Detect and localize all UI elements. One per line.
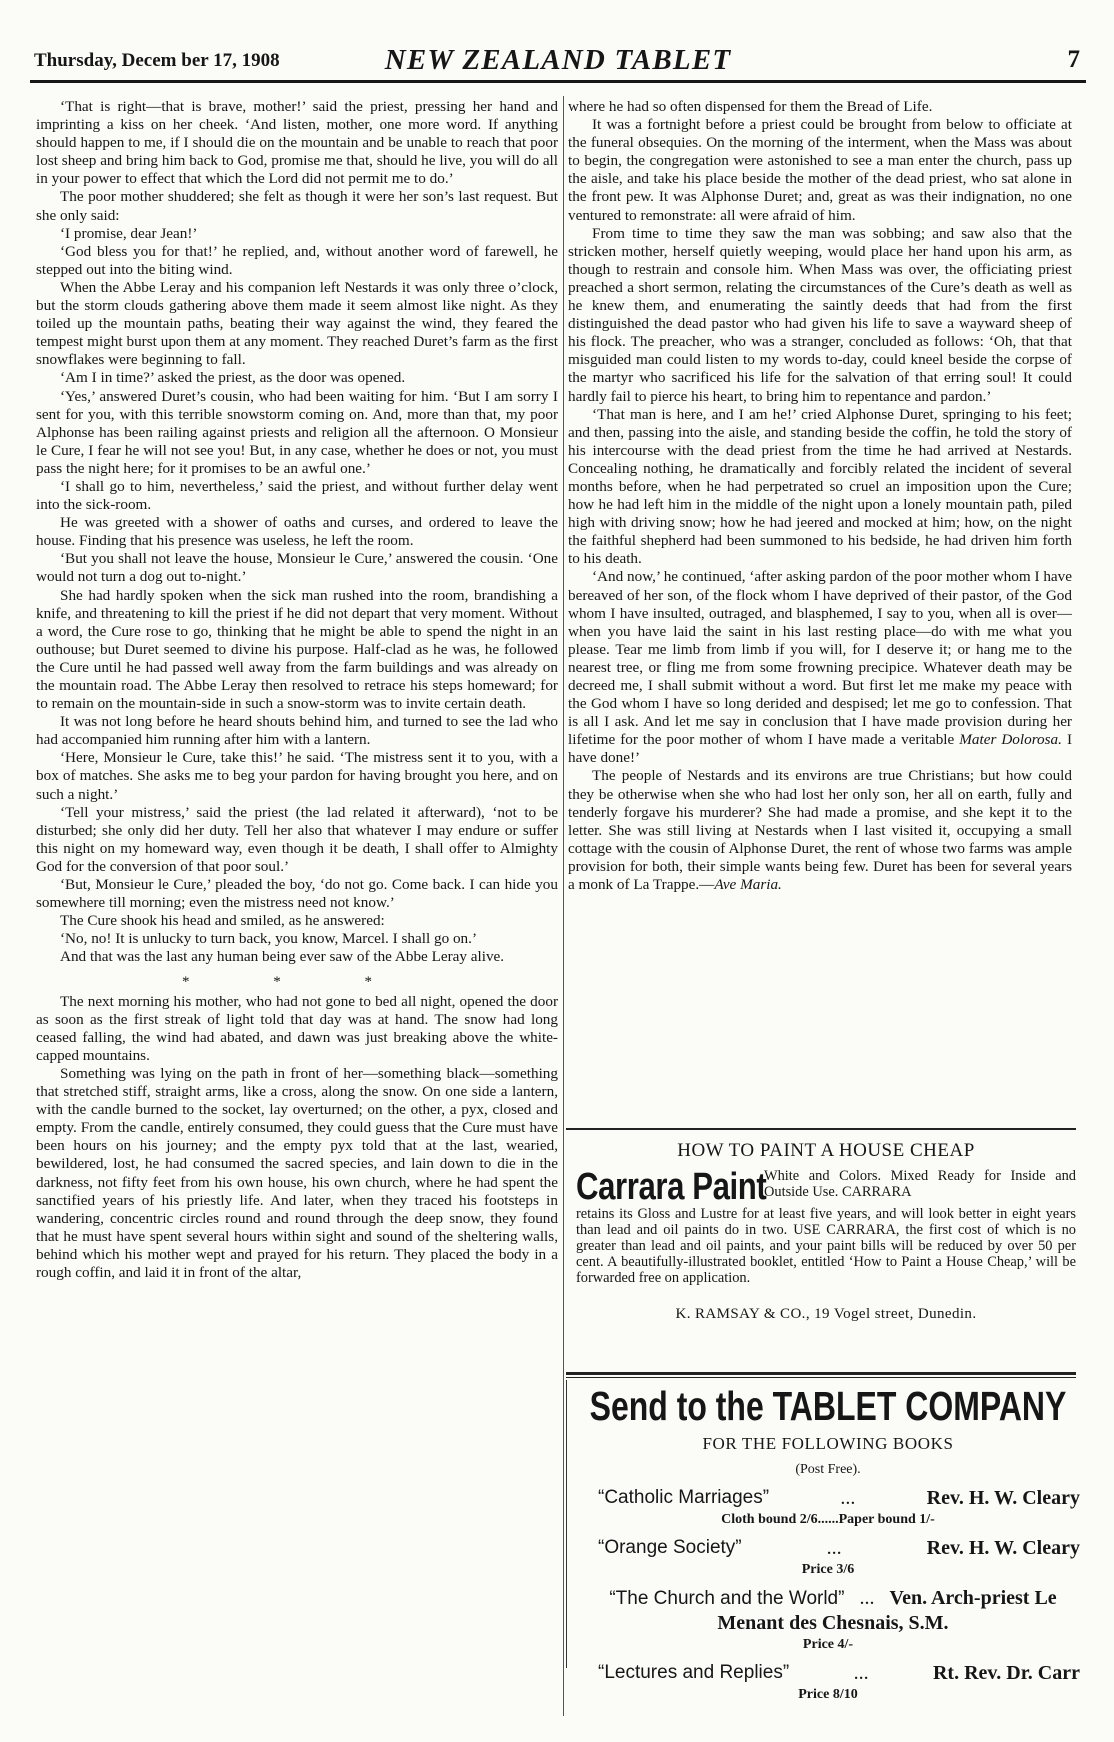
paragraph: ‘Am I in time?’ asked the priest, as the door was opened. xyxy=(60,369,406,387)
book-title: “Lectures and Replies” xyxy=(598,1662,790,1683)
ad-address: K. RAMSAY & CO., 19 Vogel street, Dunedin. xyxy=(675,1306,977,1322)
leader-dots: ... xyxy=(826,1537,842,1559)
newspaper-title: NEW ZEALAND TABLET xyxy=(384,44,732,76)
books-post-note: (Post Free). xyxy=(795,1462,861,1477)
ad-body: retains its Gloss and Lustre for at least five years, and will look better in eight years than lead and oil paints do in two. USE CARRARA, the first cost of which is no greater than lead and oil paints, and your paint bills will be reduced by over 50 per cent. A beautifully-illustrated booklet, entitled ‘How to Paint a House Cheap,’ will be forwarded free on application. xyxy=(576,1206,1076,1286)
book-author: Rev. H. W. Cleary xyxy=(926,1537,1080,1559)
paragraph: ‘No, no! It is unlucky to turn back, you know, Marcel. I shall go on.’ xyxy=(60,930,478,948)
story-column-left xyxy=(36,98,558,1710)
book-price: Price 8/10 xyxy=(798,1687,858,1702)
advertisement-paint xyxy=(576,1140,1076,1323)
paragraph-text: The people of Nestards and its environs are true Christians; but how could they be otherwise when she who had lost her only son, her all on earth, fully and tenderly forgave his murderer? She had made a promise, and she kept it to the letter. She was still living at Nestards when I last visited it, occupying a small cottage with the cousin of Alphonse Duret, the rent of whose two farms was ample provision for both, their simple wants being few. Duret has been for several years a monk of La Trappe.— xyxy=(568,767,1072,894)
paragraph: It was a fortnight before a priest could be brought from below to officiate at the funeral obsequies. On the morning of the interment, when the Mass was about to begin, the congregation were astonished to see a man enter the church, pass up the aisle, and take his place beside the mother of the dead priest, who sat alone in the front pew. It was Alphonse Duret; and, great as was their indignation, no one ventured to remonstrate: all were afraid of him. xyxy=(568,116,1072,224)
issue-date: Thursday, Decem ber 17, 1908 xyxy=(34,50,280,71)
paragraph: The poor mother shuddered; she felt as though it were her son’s last request. But she only said: xyxy=(36,188,558,224)
story-column-right xyxy=(568,98,1072,1138)
source-credit: Ave Maria. xyxy=(714,876,782,894)
italic-phrase: Mater Dolorosa. xyxy=(959,731,1062,749)
brand-tagline: White and Colors. Mixed Ready for Inside and Outside Use. CARRARA xyxy=(764,1168,1076,1200)
book-author: Rt. Rev. Dr. Carr xyxy=(932,1662,1080,1684)
book-line xyxy=(574,1536,1082,1560)
paragraph: She had hardly spoken when the sick man rushed into the room, brandishing a knife, and threatening to kill the priest if he did not depart that very moment. Without a word, the Cure rose to go, thinking that he might be able to spend the night in an outhouse; but Duret seemed to divine his purpose. Half-clad as he was, he followed the Cure until he had passed well away from the farm buildings and was already on the mountain road. The Abbe Leray then resolved to retrace his steps homeward; for to remain on the mountain-side in such a snow-storm was to invite certain death. xyxy=(36,586,558,713)
brand-name: Carrara Paint xyxy=(576,1166,767,1208)
paragraph xyxy=(568,767,1072,894)
paragraph-text: I have done!’ xyxy=(568,731,1072,767)
paragraph: ‘That man is here, and I am he!’ cried Alphonse Duret, springing to his feet; and then, passing into the aisle, and standing beside the coffin, he told the story of his intercourse with the dead priest from the time he had arrived at Nestards. Concealing nothing, he dramatically and forcibly related the incident of several months before, when he had perpetrated so cruel an imposition upon the Cure; how he had left him in the middle of the night upon a lonely mountain path, piled high with driving snow; how he had jeered and mocked at him; how, on the night the faithful shepherd had been summoned to his bedside, he had driven him forth to his death. xyxy=(568,405,1072,568)
divider-rule xyxy=(566,1128,1076,1130)
leader-dots: ... xyxy=(859,1587,875,1609)
page-number: 7 xyxy=(1067,46,1080,73)
paragraph: ‘Here, Monsieur le Cure, take this!’ he said. ‘The mistress sent it to you, with a box of matches. She asks me to beg your pardon for having brought you here, and on such a night.’ xyxy=(36,749,558,803)
book-line xyxy=(574,1661,1082,1685)
paragraph: ‘But, Monsieur le Cure,’ pleaded the boy, ‘do not go. Come back. I can hide you somewhere till morning; even the mistress need not know.’ xyxy=(36,876,558,912)
book-price: Cloth bound 2/6......Paper bound 1/- xyxy=(721,1512,935,1527)
brand-row xyxy=(576,1168,1076,1206)
books-headline: Send to the TABLET COMPANY xyxy=(589,1383,1067,1429)
paragraph: It was not long before he heard shouts behind him, and turned to see the lad who had accompanied him running after him with a lantern. xyxy=(36,713,558,749)
paragraph: When the Abbe Leray and his companion left Nestards it was only three o’clock, but the storm clouds gathering above them made it seem almost like night. As they toiled up the mountain paths, beating their way against the wind, they feared the tempest might burst upon them at any moment. They reached Duret’s farm as the first snowflakes were beginning to fall. xyxy=(36,278,558,369)
leader-dots: ... xyxy=(853,1662,869,1684)
paragraph-text: ‘And now,’ he continued, ‘after asking pardon of the poor mother whom I have bereaved of her son, of the flock whom I have deprived of their pastor, of the God whom I have insulted, outraged, and blasphemed, I say to you, when all is over—when you have laid the saint in his last resting place—do with me what you please. Tear me limb from limb if you will, for I deserve it; or hang me to the nearest tree, or fling me from some frowning precipice. Whatever death may be decreed me, I shall submit without a word. But first let me make my peace with the God whom I have so long derided and despised; let me go to confession. That is all I ask. And let me say in conclusion that I have made provision during her lifetime for the poor mother of whom I have made a veritable xyxy=(568,568,1072,749)
paragraph: The next morning his mother, who had not gone to bed all night, opened the door as soon as the first streak of light told that day was at hand. The snow had long ceased falling, the wind had abated, and dawn was just breaking above the white-capped mountains. xyxy=(36,992,558,1064)
paragraph xyxy=(568,568,1072,767)
paragraph: ‘God bless you for that!’ he replied, and, without another word of farewell, he stepped out into the biting wind. xyxy=(36,242,558,278)
books-subheading: FOR THE FOLLOWING BOOKS xyxy=(702,1434,954,1453)
book-listing xyxy=(574,1586,1082,1653)
divider-rule xyxy=(566,1372,1076,1375)
book-title: “Catholic Marriages” xyxy=(598,1487,770,1508)
paragraph: ‘I promise, dear Jean!’ xyxy=(60,224,198,242)
masthead xyxy=(30,44,1086,83)
book-author: Rev. H. W. Cleary xyxy=(926,1487,1080,1509)
book-title: “Orange Society” xyxy=(598,1537,742,1558)
section-separator: * * * xyxy=(182,973,412,990)
paragraph: where he had so often dispensed for them the Bread of Life. xyxy=(568,98,933,115)
paragraph: The Cure shook his head and smiled, as he answered: xyxy=(60,912,385,930)
column-divider xyxy=(563,96,564,1716)
paragraph: ‘That is right—that is brave, mother!’ said the priest, pressing her hand and imprinting a kiss on her cheek. ‘And listen, mother, one more word. If anything should happen to me, if I should die on the mountain and be unable to reach that poor lost sheep and bring him back to God, promise me that, should he live, you will do all in your power to effect that which the Lord did not permit me to do.’ xyxy=(36,98,558,188)
paragraph: And that was the last any human being ever saw of the Abbe Leray alive. xyxy=(60,948,505,966)
book-listing xyxy=(574,1486,1082,1528)
book-price: Price 3/6 xyxy=(801,1562,855,1577)
paragraph: ‘Tell your mistress,’ said the priest (the lad related it afterward), ‘not to be disturbed; she only did her duty. Tell her also that whatever I may endure or suffer this night on my homeward way, even though it be death, I shall offer to Almighty God for the conversion of that poor soul.’ xyxy=(36,803,558,875)
book-price: Price 4/- xyxy=(802,1637,854,1652)
paragraph: From time to time they saw the man was sobbing; and saw also that the stricken mother, herself quietly weeping, would place her hand upon his arm, as though to restrain and console him. When Mass was over, the officiating priest preached a short sermon, relating the circumstances of the Cure’s death as well as he knew them, and enumerating the saintly deeds that had from the first distinguished the dead pastor who had given his life to save a wayward sheep of his flock. The preacher, who was a stranger, concluded as follows: ‘Oh, that that misguided man could listen to my words to-day, could kneel beside the corpse of the martyr who sacrificed his life for the salvation of that erring soul! It could hardly fail to pierce his heart, to bring him to repentance and pardon.’ xyxy=(568,224,1072,405)
book-listing xyxy=(574,1661,1082,1703)
paragraph: He was greeted with a shower of oaths and curses, and ordered to leave the house. Finding that his presence was useless, he left the room. xyxy=(36,514,558,550)
book-author: Ven. Arch-priest Le Menant des Chesnais, S.M. xyxy=(717,1587,1057,1634)
divider-rule xyxy=(566,1377,1076,1378)
paragraph: ‘Yes,’ answered Duret’s cousin, who had been waiting for him. ‘But I am sorry I sent for you, with this terrible snowstorm coming on. And, more than that, my poor Alphonse has been railing against priests and religion all the afternoon. O Monsieur le Cure, I fear he will not see you! But, in any case, whether he does or not, you must pass the night here; for it promises to be an awful one.’ xyxy=(36,387,558,477)
ad-heading: HOW TO PAINT A HOUSE CHEAP xyxy=(677,1140,975,1161)
leader-dots: ... xyxy=(840,1487,856,1509)
book-line xyxy=(574,1486,1082,1510)
paragraph: Something was lying on the path in front of her—something black—something that stretched stiff, straight arms, like a cross, along the snow. On one side a lantern, with the candle burned to the socket, lay overturned; on the other, a pyx, closed and empty. From the candle, entirely consumed, they could guess that the Cure must have been hours on his journey; and the empty pyx told that at the last, wearied, bewildered, lost, he had consumed the sacred species, and lain down to die in the darkness, not fifty feet from his own house, his own church, where he had spent the sanctified years of his priestly life. And later, when they traced his footsteps in wandering, concentric circles round and round through the deep snow, they found that he must have spent several hours within sight and sound of the sheltering walls, behind which his mother wept and prayed for his return. They placed the body in a rough coffin, and laid it in front of the altar, xyxy=(36,1064,558,1281)
paragraph: ‘I shall go to him, nevertheless,’ said the priest, and without further delay went into the sick-room. xyxy=(36,477,558,514)
book-listing xyxy=(574,1536,1082,1578)
book-line xyxy=(574,1586,1082,1635)
paragraph: ‘But you shall not leave the house, Monsieur le Cure,’ answered the cousin. ‘One would not turn a dog out to-night.’ xyxy=(36,550,558,586)
advertisement-books xyxy=(574,1380,1082,1703)
ad-border xyxy=(566,1380,567,1668)
book-title: “The Church and the World” xyxy=(609,1588,845,1609)
